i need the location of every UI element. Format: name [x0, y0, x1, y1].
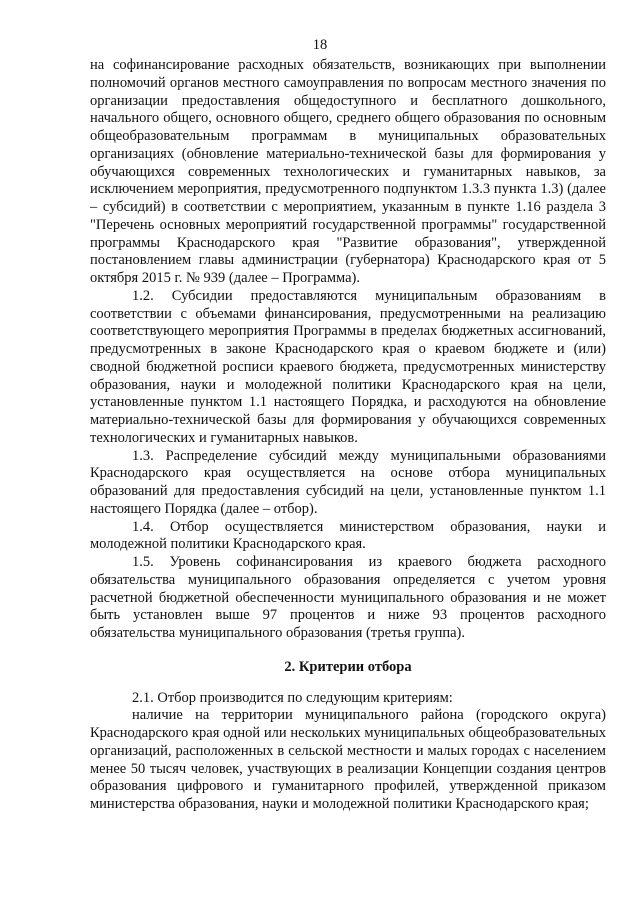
paragraph-1-4: 1.4. Отбор осуществляется министерством образования, науки и молодежной политики Краснодарского края. — [90, 518, 606, 553]
paragraph-intro-continuation: на софинансирование расходных обязательств, возникающих при выполнении полномочий органов местного самоуправления по вопросам местного значения по организации предоставления общедоступного и бесплатного дошкольного, начального общего, основного общего, среднего общего образования по основным общеобразовательным программам в муниципальных образовательных организациях (обновление материально-технической базы для формирования у обучающихся современных технологических и гуманитарных навыков, за исключением мероприятия, предусмотренного подпунктом 1.3.3 пункта 1.3) (далее – субсидий) в соответствии с мероприятием, указанным в пункте 1.16 раздела 3 "Перечень основных мероприятий государственной программы" государственной программы Краснодарского края "Развитие образования", утвержденной постановлением главы администрации (губернатора) Краснодарского края от 5 октября 2015 г. № 939 (далее – Программа). — [90, 57, 606, 286]
document-body — [90, 57, 606, 814]
page-number: 18 — [312, 37, 328, 53]
section-heading-selection-criteria: 2. Критерии отбора — [284, 658, 412, 675]
paragraph-2-1-criterion: наличие на территории муниципального района (городского округа) Краснодарского края одной или нескольких муниципальных общеобразовательных организаций, расположенных в сельской местности и малых городах с населением менее 50 тысяч человек, участвующих в реализации Концепции создания центров образования цифрового и гуманитарного профилей, утвержденной приказом министерства образования, науки и молодежной политики Краснодарского края; — [90, 707, 606, 812]
paragraph-1-5: 1.5. Уровень софинансирования из краевого бюджета расходного обязательства муниципального образования определяется с учетом уровня расчетной бюджетной обеспеченности муниципального образования и не может быть установлен выше 97 процентов и ниже 93 процентов расходного обязательства муниципального образования (третья группа). — [90, 554, 606, 641]
paragraph-2-1: 2.1. Отбор производится по следующим критериям: — [132, 689, 453, 706]
paragraph-1-3: 1.3. Распределение субсидий между муниципальными образованиями Краснодарского края осуществляется на основе отбора муниципальных образований для предоставления субсидий на цели, установленные пунктом 1.1 настоящего Порядка (далее – отбор). — [90, 447, 606, 517]
paragraph-1-2: 1.2. Субсидии предоставляются муниципальным образованиям в соответствии с объемами финансирования, предусмотренными на реализацию соответствующего мероприятия Программы в пределах бюджетных ассигнований, предусмотренных в законе Краснодарского края о краевом бюджете и (или) сводной бюджетной росписи краевого бюджета, предусмотренных министерству образования, науки и молодежной политики Краснодарского края на цели, установленные пунктом 1.1 настоящего Порядка, и расходуются на обновление материально-технической базы для формирования у обучающихся современных технологических и гуманитарных навыков. — [90, 287, 606, 446]
